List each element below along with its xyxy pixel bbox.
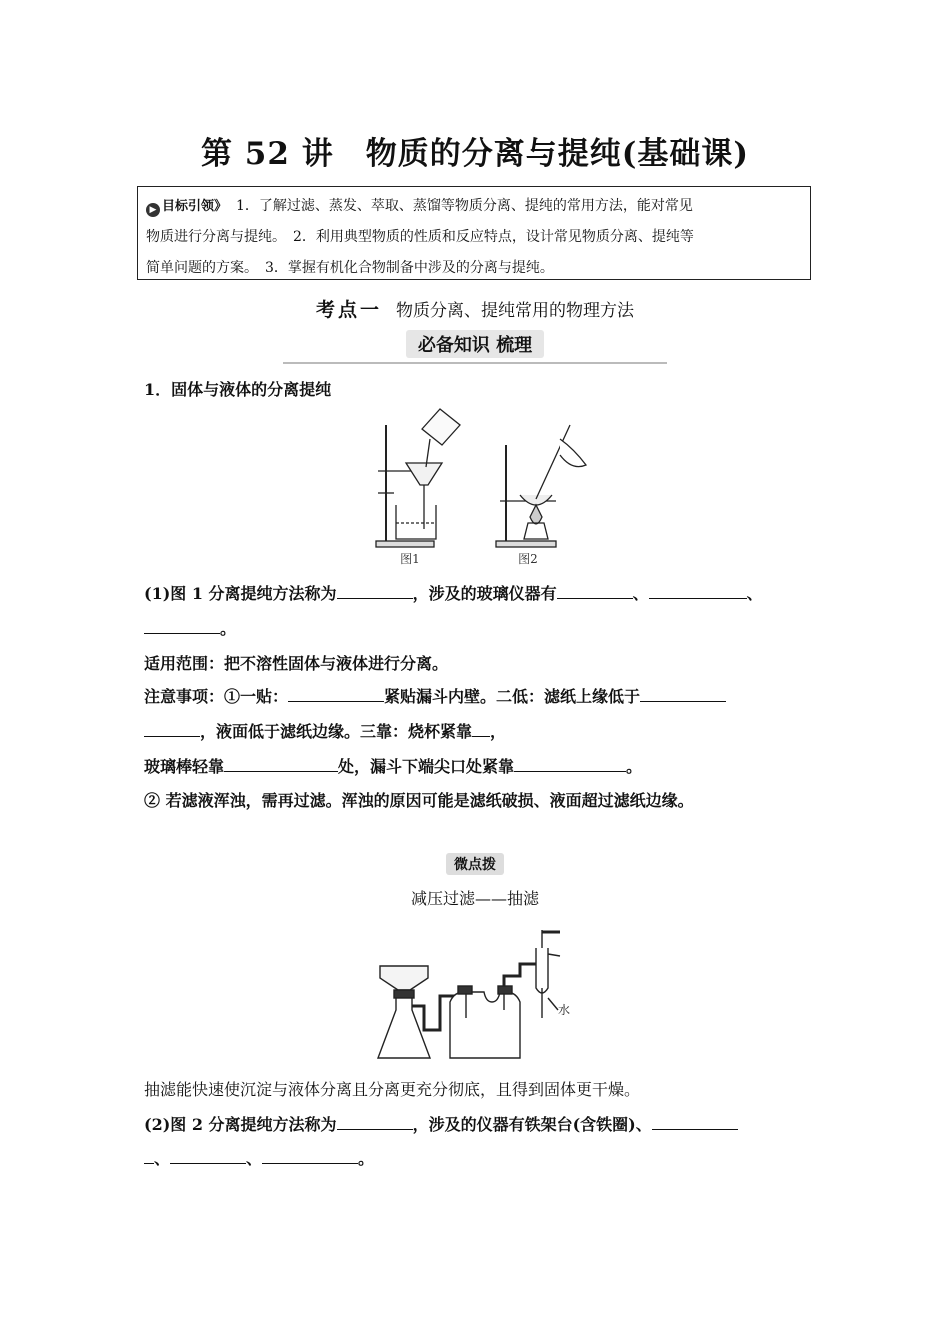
suction-filtration-figure (370, 918, 590, 1068)
tip-title: 减压过滤——抽滤 (410, 889, 539, 908)
answer-blank[interactable] (649, 584, 747, 599)
tip-text: 抽滤能快速使沉淀与液体分离且分离更充分彻底，且得到固体更干燥。 (144, 1080, 641, 1099)
answer-blank[interactable] (170, 1149, 246, 1164)
notes-text-e: 玻璃棒轻靠 (144, 757, 225, 776)
answer-blank[interactable] (514, 757, 626, 772)
safety-bottle (450, 992, 520, 1058)
answer-blank[interactable] (224, 757, 338, 772)
q2-text-a: (2)图 2 分离提纯方法称为 (144, 1115, 337, 1134)
notes-text-d: ， (490, 722, 507, 741)
kaodian-heading (0, 295, 950, 322)
answer-blank[interactable] (144, 619, 220, 634)
water-aspirator (536, 948, 548, 993)
notes-line-2 (144, 719, 506, 742)
beaker-1 (396, 505, 436, 539)
section-banner-label: 必备知识 梳理 (406, 330, 544, 358)
water-label: 水 (558, 1003, 571, 1017)
notes-text-a: 注意事项：①一贴： (144, 687, 289, 706)
goal-tag: ▶ 目标引领》 (146, 199, 227, 214)
learning-goals-box (137, 186, 811, 280)
section-banner (283, 330, 667, 364)
notes-text-b: 紧贴漏斗内壁。二低：滤纸上缘低于 (384, 687, 641, 706)
notes-line-1 (144, 684, 726, 707)
notes-line-3 (144, 754, 642, 777)
question-1-line-2 (144, 616, 236, 639)
q1-sep: 、 (632, 584, 649, 603)
question-2-line-2 (144, 1146, 374, 1169)
answer-blank[interactable] (337, 1115, 413, 1130)
notes-line-4: ② 若滤液浑浊，需再过滤。浑浊的原因可能是滤纸破损、液面超过滤纸边缘。 (144, 791, 694, 810)
page-title: 第 52 讲 物质的分离与提纯(基础课) (200, 136, 750, 172)
fig2-label: 图2 (518, 552, 538, 566)
answer-blank[interactable] (337, 584, 413, 599)
filtration-figures (360, 405, 600, 570)
q2-end: 。 (358, 1149, 375, 1168)
tip-tag (0, 853, 950, 875)
kaodian-title: 物质分离、提纯常用的物理方法 (396, 301, 634, 321)
goal-line-1 (146, 191, 802, 222)
answer-blank[interactable] (472, 722, 490, 737)
stand-base-1 (376, 541, 434, 547)
evaporating-dish (520, 495, 552, 505)
answer-blank[interactable] (640, 687, 726, 702)
q1-sep: 、 (746, 584, 763, 603)
goal-tag-label: 目标引领 (162, 199, 215, 214)
heading-1: 1．固体与液体的分离提纯 (144, 380, 332, 399)
stand-base-2 (496, 541, 556, 547)
play-icon: ▶ (146, 203, 160, 217)
hand (560, 439, 586, 467)
scope-text: 适用范围：把不溶性固体与液体进行分离。 (144, 654, 449, 673)
answer-blank[interactable] (288, 687, 384, 702)
alcohol-lamp (530, 505, 542, 524)
fig1-label: 图1 (400, 552, 420, 566)
q1-end: 。 (220, 619, 237, 638)
buchner-funnel (380, 966, 428, 990)
q1-text-a: (1)图 1 分离提纯方法称为 (144, 584, 337, 603)
goal-text-1: 1．了解过滤、蒸发、萃取、蒸馏等物质分离、提纯的常用方法，能对常见 (235, 198, 693, 214)
kaodian-label: 考点一 (315, 299, 382, 321)
q1-text-b: ，涉及的玻璃仪器有 (412, 584, 557, 603)
answer-blank[interactable] (262, 1149, 358, 1164)
notes-text-c: ，液面低于滤纸边缘。三靠：烧杯紧靠 (200, 722, 473, 741)
goal-text-3: 简单问题的方案。 3．掌握有机化合物制备中涉及的分离与提纯。 (146, 260, 554, 276)
rubber-tube-2 (504, 964, 536, 986)
stopper-1 (394, 990, 414, 998)
q2-text-b: ，涉及的仪器有铁架台(含铁圈)、 (412, 1115, 652, 1134)
notes-text-g: 。 (626, 757, 643, 776)
tip-tag-label: 微点拨 (446, 853, 504, 875)
answer-blank[interactable] (557, 584, 633, 599)
answer-blank[interactable] (144, 722, 200, 737)
funnel-1 (406, 463, 442, 485)
answer-blank[interactable] (144, 1149, 154, 1164)
notes-text-f: 处，漏斗下端尖口处紧靠 (338, 757, 515, 776)
pouring-beaker (422, 409, 460, 445)
question-2-line-1 (144, 1112, 738, 1135)
q2-sep: 、 (246, 1149, 263, 1168)
question-1-line-1 (144, 581, 763, 604)
q2-sep: 、 (154, 1149, 171, 1168)
goal-text-2: 物质进行分离与提纯。 2．利用典型物质的性质和反应特点，设计常见物质分离、提纯等 (146, 229, 694, 245)
answer-blank[interactable] (652, 1115, 738, 1130)
glass-rod (536, 425, 570, 499)
